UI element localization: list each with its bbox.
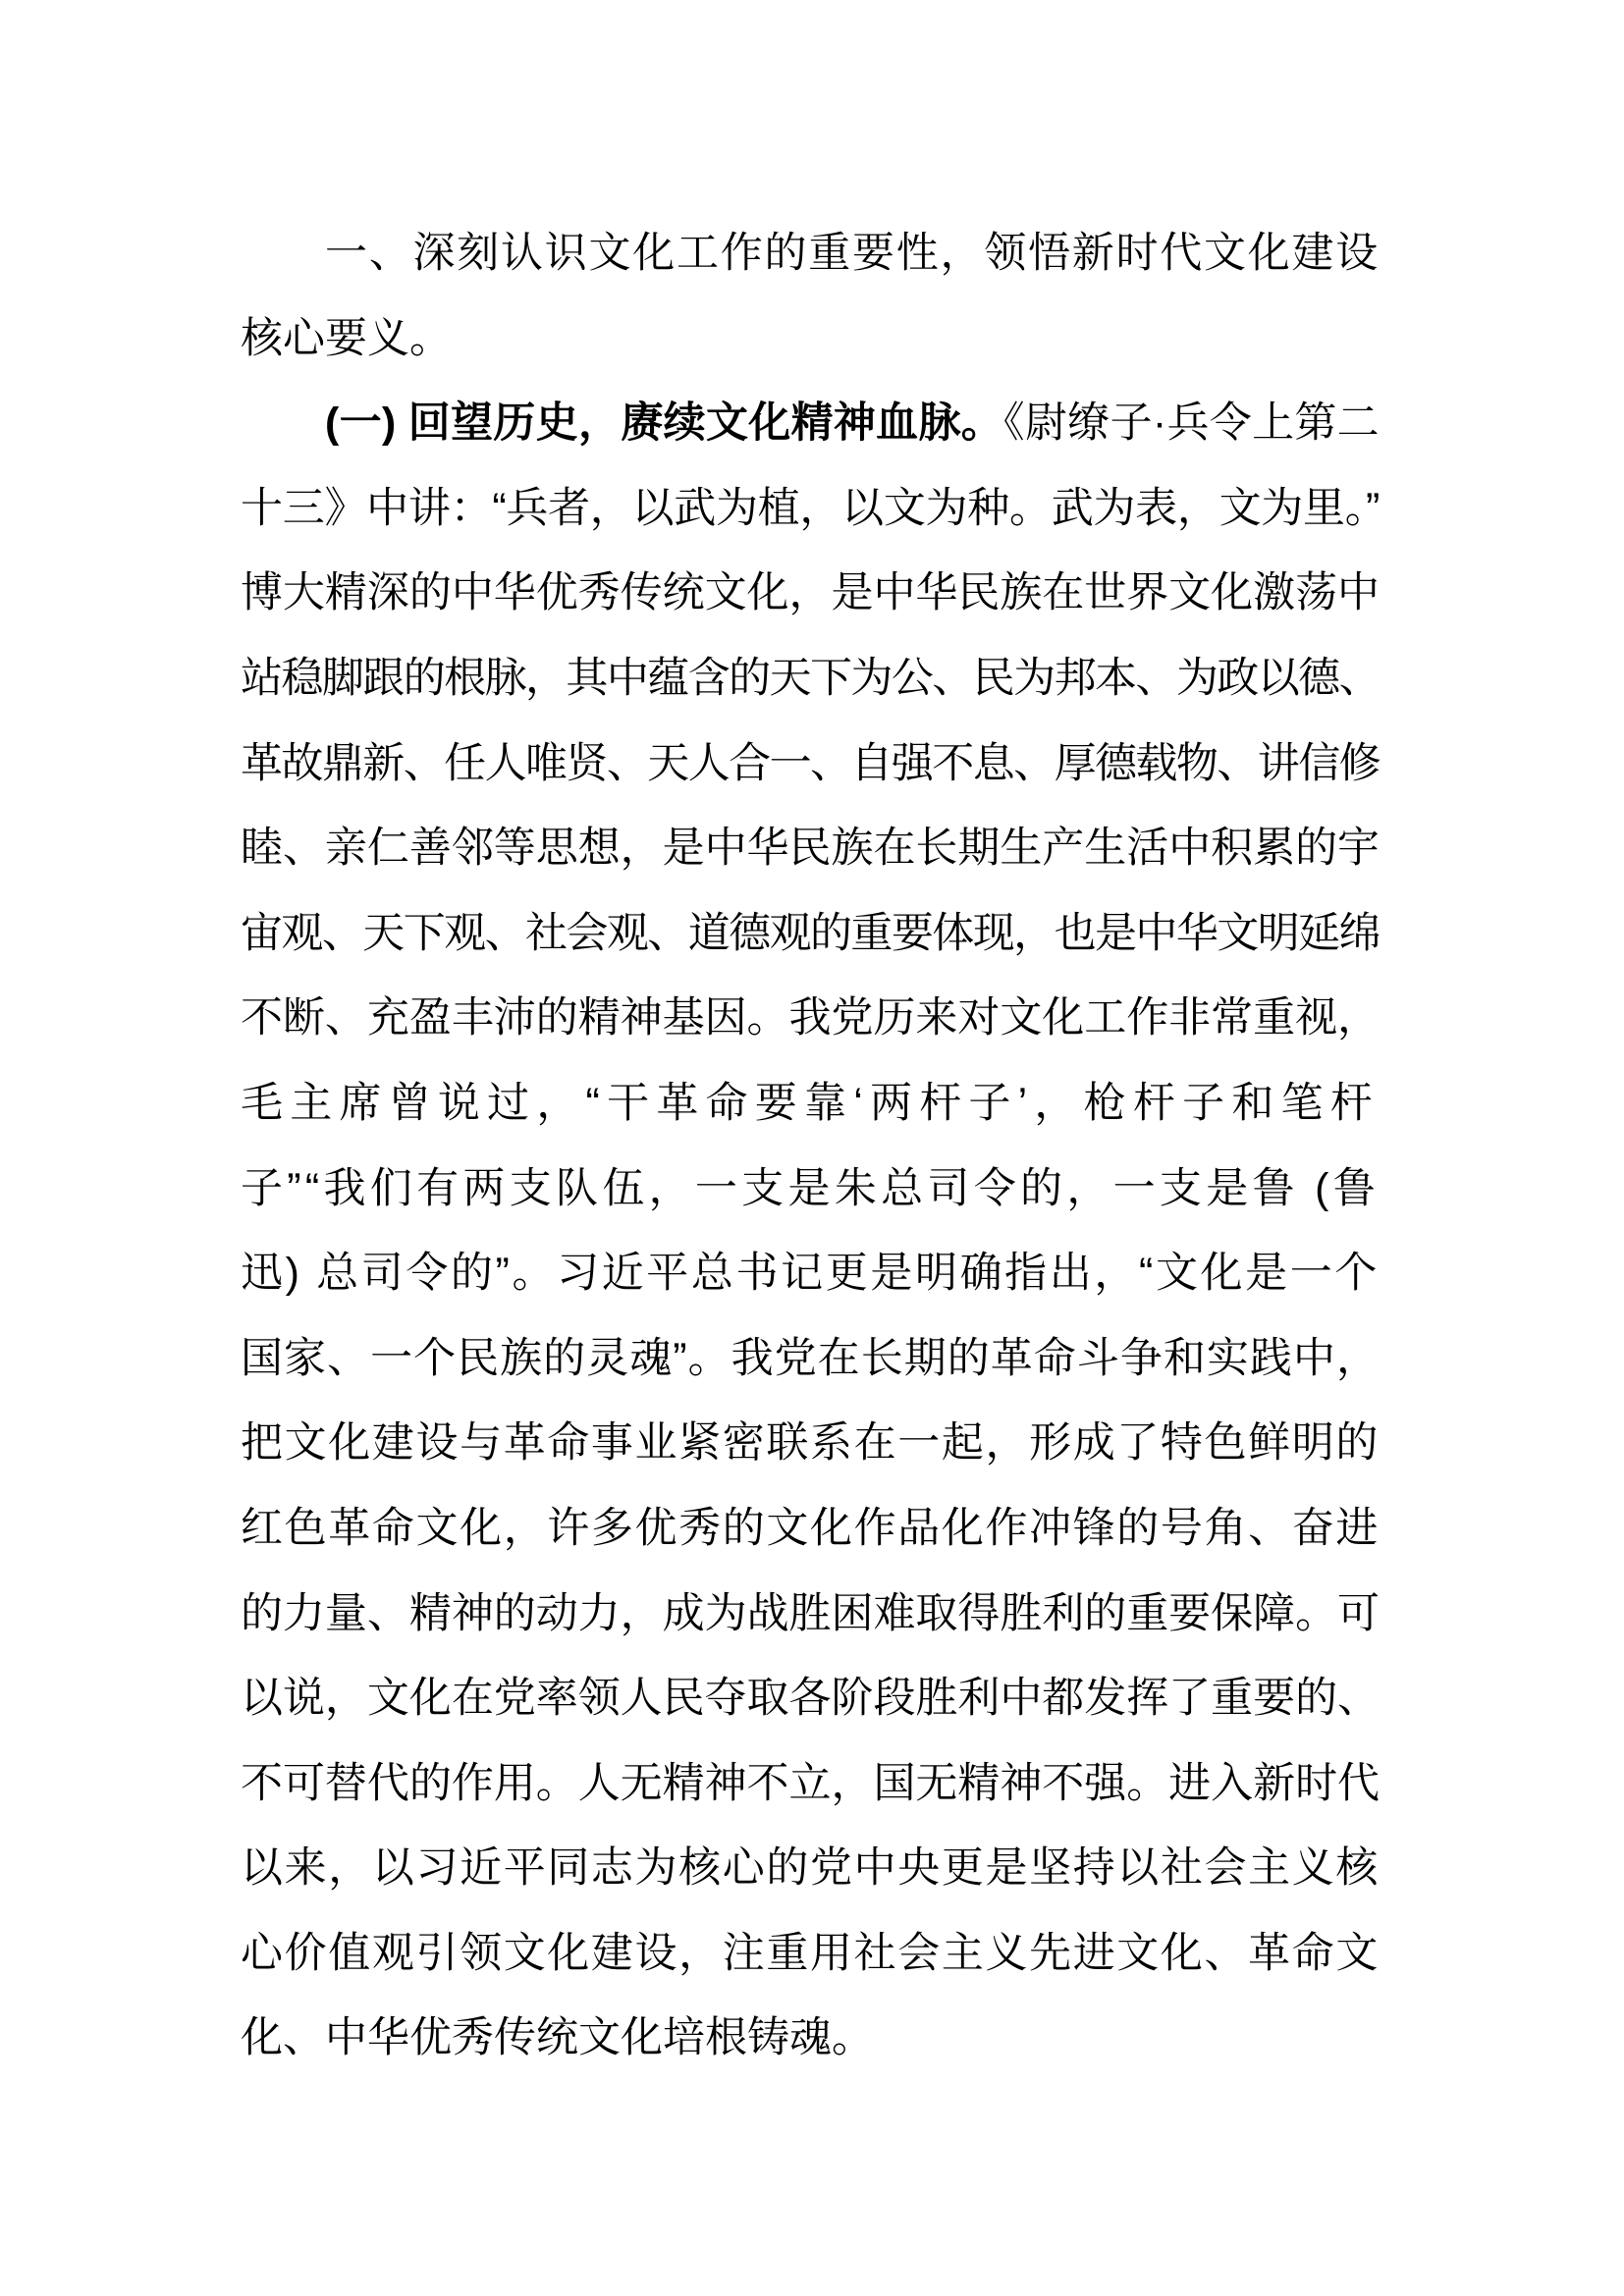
text-line: [241, 1656, 1380, 1741]
text-line: [241, 1147, 1380, 1232]
text-line: [241, 1316, 1380, 1402]
text-line-content: 国家、一个民族的灵魂”。我党在长期的革命斗争和实践中，: [241, 1334, 1380, 1382]
text-line: [241, 1231, 1380, 1316]
text-line-content: 核心要义。: [241, 314, 452, 362]
text-line: [241, 466, 1380, 552]
text-line-content: 红色革命文化，许多优秀的文化作品化作冲锋的号角、奋进: [241, 1504, 1380, 1552]
text-line: [241, 1486, 1380, 1572]
text-line: [241, 1911, 1380, 1997]
text-line: [241, 381, 1380, 466]
text-line-content: 站稳脚跟的根脉，其中蕴含的天下为公、民为邦本、为政以德、: [241, 654, 1380, 702]
text-line: [241, 551, 1380, 636]
text-line-content: 子”“我们有两支队伍，一支是朱总司令的，一支是鲁 (鲁: [241, 1164, 1380, 1212]
text-line: [241, 1061, 1380, 1147]
text-line-content: 不可替代的作用。人无精神不立，国无精神不强。进入新时代: [241, 1759, 1380, 1807]
text-line-content: 革故鼎新、任人唯贤、天人合一、自强不息、厚德载物、讲信修: [241, 739, 1380, 787]
text-line-content: (一) 回望历史，赓续文化精神血脉。《尉缭子·兵令上第二: [325, 400, 1380, 448]
text-line-content: 以来，以习近平同志为核心的党中央更是坚持以社会主义核: [241, 1844, 1380, 1893]
text-line-content: 把文化建设与革命事业紧密联系在一起，形成了特色鲜明的: [241, 1419, 1380, 1468]
text-line: [241, 721, 1380, 807]
text-line-content: 十三》中讲：“兵者，以武为植，以文为种。武为表，文为里。”: [241, 484, 1380, 532]
document-body: [241, 211, 1380, 2081]
text-line-content: 一、深刻认识文化工作的重要性，领悟新时代文化建设: [325, 230, 1380, 277]
text-line: [241, 891, 1380, 977]
text-line: [241, 1401, 1380, 1486]
text-line-content: 不断、充盈丰沛的精神基因。我党历来对文化工作非常重视，: [241, 994, 1380, 1042]
text-line: [241, 1826, 1380, 1911]
text-line: [241, 806, 1380, 891]
text-line-content: 迅) 总司令的”。习近平总书记更是明确指出，“文化是一个: [241, 1250, 1380, 1298]
text-line: [241, 296, 1380, 382]
text-line-content: 睦、亲仁善邻等思想，是中华民族在长期生产生活中积累的宇: [241, 825, 1380, 873]
text-line: [241, 1572, 1380, 1657]
text-line: [241, 636, 1380, 721]
text-line: [241, 976, 1380, 1061]
text-line: [241, 1996, 1380, 2081]
text-line-content: 以说，文化在党率领人民夺取各阶段胜利中都发挥了重要的、: [241, 1675, 1380, 1723]
text-line-content: 毛主席曾说过，“干革命要靠‘两杆子’，枪杆子和笔杆: [241, 1079, 1380, 1127]
text-line-content: 的力量、精神的动力，成为战胜困难取得胜利的重要保障。可: [241, 1589, 1380, 1637]
text-line-content: 心价值观引领文化建设，注重用社会主义先进文化、革命文: [241, 1929, 1380, 1977]
text-line: [241, 1741, 1380, 1827]
text-line-content: 博大精深的中华优秀传统文化，是中华民族在世界文化激荡中: [241, 569, 1380, 617]
text-line-content: 宙观、天下观、社会观、道德观的重要体现，也是中华文明延绵: [241, 909, 1380, 957]
text-line-content: 化、中华优秀传统文化培根铸魂。: [241, 2014, 874, 2062]
text-line: [241, 211, 1380, 296]
